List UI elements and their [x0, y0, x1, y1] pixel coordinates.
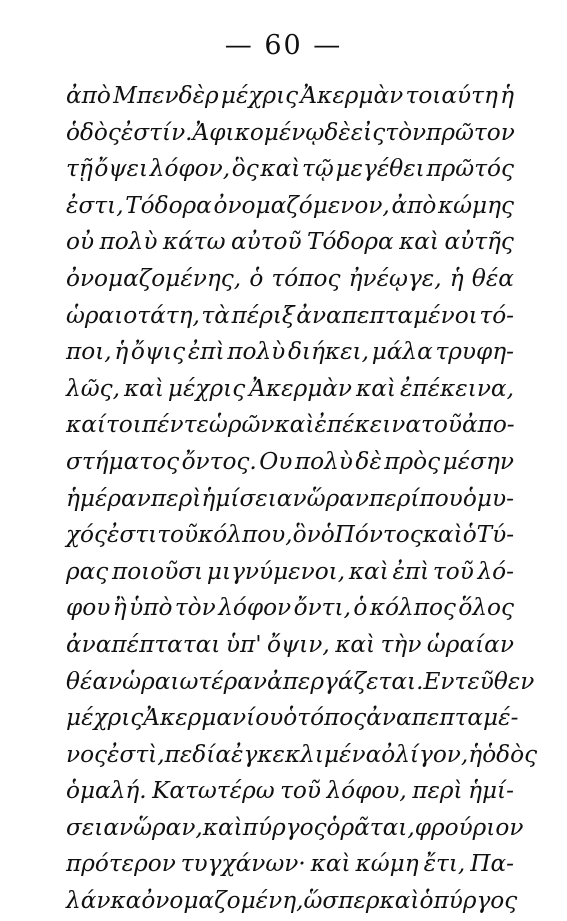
- text-word: ὡρῶν: [208, 411, 275, 439]
- text-word: ἐπέκεινα,: [399, 374, 514, 402]
- text-word: ὁ: [353, 594, 368, 622]
- text-word: ὅλος: [458, 594, 514, 622]
- text-word: ἐστι: [107, 521, 158, 549]
- text-word: ὥσπερ: [303, 887, 380, 915]
- text-word: τοῦ: [432, 557, 474, 585]
- text-word: ὥραν: [306, 484, 369, 512]
- text-word: καὶ: [335, 630, 376, 658]
- text-word: πέριξ: [231, 301, 295, 329]
- text-word: τῷ: [302, 155, 334, 183]
- text-word: ὁ: [462, 521, 477, 549]
- text-word: ὡραιοτάτη,: [66, 301, 200, 329]
- text-word: ὡραιωτέραν: [122, 667, 268, 695]
- text-word: ὃς: [231, 155, 259, 183]
- text-word: διήκει,: [287, 338, 370, 366]
- text-word: Ἀκερμὰν: [300, 82, 404, 109]
- text-word: καὶ: [202, 813, 243, 841]
- text-word: Ἀκερμὰν: [249, 374, 353, 402]
- text-word: ἡμί-: [468, 777, 514, 805]
- text-word: ἐστὶ,: [107, 740, 165, 768]
- text-word: Ἀφικομένῳ: [192, 118, 325, 146]
- text-word: τρυφη-: [435, 338, 514, 366]
- text-line: [66, 883, 518, 920]
- text-word: Τόδορα: [307, 228, 394, 256]
- text-word: ἡ: [500, 82, 514, 109]
- text-word: ὁ: [320, 521, 335, 549]
- text-word: ἔτι,: [423, 850, 466, 878]
- text-word: ἀναπεπταμέ-: [366, 704, 519, 732]
- text-word: καὶ: [399, 228, 440, 256]
- text-line: [66, 298, 514, 335]
- text-word: Πόντος: [334, 521, 423, 549]
- text-word: δὲ: [324, 118, 351, 146]
- text-line: [66, 846, 514, 883]
- text-word: χός: [66, 521, 107, 549]
- text-line: [66, 517, 514, 554]
- text-word: ὀνομαζομένη,: [141, 887, 304, 915]
- text-word: ὁρᾶται,: [326, 813, 415, 841]
- text-word: νος: [66, 740, 108, 768]
- text-line: [66, 810, 524, 847]
- text-word: τῇ: [66, 155, 93, 183]
- text-word: λάνκα: [66, 887, 142, 915]
- text-word: πύργος: [242, 813, 327, 841]
- text-line: [66, 151, 514, 188]
- text-word: μυ-: [476, 484, 514, 512]
- text-word: πρὸς: [384, 447, 441, 475]
- text-word: ποιοῦσι: [111, 557, 204, 585]
- text-line: [66, 737, 538, 774]
- text-word: καίτοι: [66, 411, 142, 439]
- text-word: ὄψει: [94, 155, 149, 183]
- text-word: Εντεῦθεν: [423, 667, 535, 695]
- text-word: ἐπὶ: [187, 338, 225, 366]
- text-word: κώμης: [437, 191, 514, 219]
- text-word: πολὺ: [99, 228, 158, 256]
- text-line: [66, 115, 514, 152]
- text-word: λῶς,: [66, 374, 120, 402]
- text-word: ὄντος.: [181, 447, 257, 475]
- text-word: κώμη: [355, 850, 419, 878]
- text-word: μέχρις: [167, 374, 246, 402]
- text-line: [66, 481, 514, 518]
- text-word: ἐγκεκλιμένα: [231, 740, 382, 768]
- text-word: καὶ: [123, 374, 164, 402]
- text-word: ρας: [66, 557, 109, 585]
- text-word: μέχρις: [220, 82, 299, 109]
- text-line: [66, 78, 514, 115]
- text-word: φου: [66, 594, 111, 622]
- text-word: Κατωτέρω: [152, 777, 275, 805]
- text-word: ἐστίν.: [120, 118, 193, 146]
- text-word: ὑπ': [225, 630, 262, 658]
- text-word: ὁ: [419, 887, 434, 915]
- text-line: [66, 224, 514, 261]
- text-word: τό-: [479, 301, 514, 329]
- text-line: [66, 371, 514, 408]
- text-word: Πα-: [470, 850, 514, 878]
- text-word: ἐστι,: [66, 191, 124, 219]
- text-word: ὁδὸς: [482, 740, 538, 768]
- text-word: ὥραν,: [133, 813, 203, 841]
- text-word: ὑπὸ: [129, 594, 173, 622]
- text-word: λόφον,: [149, 155, 231, 183]
- text-word: αὐτοῦ: [230, 228, 302, 256]
- text-word: ὁδὸς: [66, 118, 121, 146]
- text-word: ἡ: [468, 740, 483, 768]
- text-word: ποι,: [66, 338, 112, 366]
- text-word: ἡμέραν: [66, 484, 151, 512]
- text-word: ὄντι,: [293, 594, 351, 622]
- text-word: ὁ: [283, 704, 298, 732]
- text-word: τοῦ: [280, 777, 321, 805]
- text-word: τοῦ: [157, 521, 199, 549]
- text-word: ἀπεργάζεται.: [267, 667, 424, 695]
- text-line: [66, 590, 514, 627]
- text-line: [66, 700, 519, 737]
- text-word: ὁ: [462, 484, 477, 512]
- text-word: Τύ-: [476, 521, 515, 549]
- text-word: πρότερον: [66, 850, 176, 878]
- text-word: ἡ: [449, 264, 464, 292]
- text-word: καὶ: [348, 557, 389, 585]
- text-word: θέαν: [66, 667, 123, 695]
- text-word: καὶ: [260, 155, 301, 183]
- text-word: τοιαύτη: [405, 82, 498, 109]
- text-word: περὶ: [150, 484, 202, 512]
- text-word: ἠνέῳγε,: [348, 264, 442, 292]
- text-word: αὐτῆς: [444, 228, 514, 256]
- text-word: οὐ: [66, 228, 95, 256]
- text-word: ἀπὸ: [66, 82, 111, 109]
- text-word: τοῦ: [421, 411, 462, 439]
- text-word: μιγνύμενοι,: [206, 557, 346, 585]
- text-line: [66, 773, 514, 810]
- text-line: [66, 334, 514, 371]
- text-word: ὄψιν,: [267, 630, 330, 658]
- text-word: πύργος: [433, 887, 518, 915]
- text-word: περίπου: [369, 484, 463, 512]
- text-word: τὴν: [380, 630, 422, 658]
- text-word: ὀλίγον,: [381, 740, 469, 768]
- text-word: ὁμαλή.: [66, 777, 147, 805]
- text-word: κόλπου,: [198, 521, 293, 549]
- text-word: λόφου,: [326, 777, 407, 805]
- text-word: καὶ: [274, 411, 315, 439]
- text-word: ἀναπέπταται: [66, 630, 221, 658]
- text-word: ὡραίαν: [426, 630, 514, 658]
- text-word: τόπος: [297, 704, 367, 732]
- text-word: ὀνομαζόμενον,: [213, 191, 390, 219]
- text-word: λό-: [477, 557, 514, 585]
- text-word: πρῶτός: [426, 155, 514, 183]
- text-word: μάλα: [371, 338, 433, 366]
- text-word: Μπενδὲρ: [113, 82, 219, 109]
- text-word: πεδία: [164, 740, 232, 768]
- page-number-header: — 60 —: [224, 30, 343, 61]
- text-word: καὶ: [379, 887, 420, 915]
- text-word: μέσην: [442, 447, 514, 475]
- text-word: περὶ: [412, 777, 463, 805]
- text-word: μέχρις: [66, 704, 144, 732]
- text-word: τὰ: [201, 301, 230, 329]
- text-word: ἐπὶ: [392, 557, 430, 585]
- text-word: πολὺ: [227, 338, 286, 366]
- text-word: ἐπέκεινα: [314, 411, 422, 439]
- text-word: τὸν: [174, 594, 216, 622]
- text-word: πολὺ: [294, 447, 353, 475]
- text-word: δὲ: [355, 447, 382, 475]
- text-word: ἡμίσειαν: [201, 484, 307, 512]
- text-line: [66, 407, 514, 444]
- text-word: Ου: [259, 447, 293, 475]
- text-word: καὶ: [356, 374, 396, 402]
- text-line: [66, 554, 514, 591]
- text-word: ὁ: [249, 264, 264, 292]
- text-word: ὄψις: [130, 338, 186, 366]
- text-word: τὸν: [385, 118, 427, 146]
- text-word: ὃν: [292, 521, 321, 549]
- text-word: ἀπὸ: [391, 191, 437, 219]
- text-word: Τόδορα: [125, 191, 212, 219]
- text-word: ἢ: [112, 594, 127, 622]
- text-word: ἀπο-: [461, 411, 515, 439]
- text-word: εἰς: [350, 118, 386, 146]
- text-word: πρῶτον: [426, 118, 515, 146]
- text-word: τυγχάνων·: [180, 850, 306, 878]
- text-word: μεγέθει: [335, 155, 425, 183]
- text-line: [66, 444, 514, 481]
- text-line: [66, 261, 514, 298]
- text-line: [66, 188, 514, 225]
- text-word: τόπος: [271, 264, 341, 292]
- text-word: καὶ: [422, 521, 463, 549]
- text-word: πέντε: [141, 411, 209, 439]
- text-line: [66, 627, 514, 664]
- text-word: ἡ: [114, 338, 129, 366]
- text-word: στήματος: [66, 447, 180, 475]
- text-word: φρούριον: [414, 813, 524, 841]
- text-word: θέα: [471, 264, 514, 292]
- text-word: κάτω: [162, 228, 226, 256]
- text-word: λόφον: [218, 594, 292, 622]
- text-word: κόλπος: [369, 594, 456, 622]
- text-word: ἀναπεπταμένοι: [296, 301, 478, 329]
- text-line: [66, 664, 535, 701]
- text-word: σειαν: [66, 813, 134, 841]
- page-body-text: [66, 78, 538, 920]
- text-word: ὀνομαζομένης,: [66, 264, 242, 292]
- text-word: Ἀκερμανίου: [143, 704, 284, 732]
- text-word: καὶ: [310, 850, 351, 878]
